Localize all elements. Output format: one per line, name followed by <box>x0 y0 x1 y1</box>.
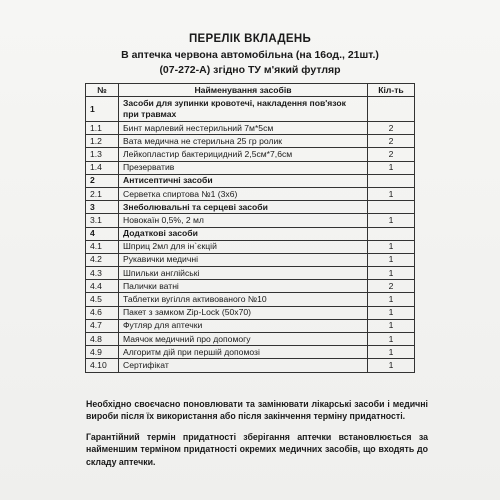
row-quantity-cell: 1 <box>368 333 415 346</box>
row-name-cell: Знеболювальні та серцеві засоби <box>119 201 368 214</box>
table-row <box>86 293 415 306</box>
row-number-cell: 4.9 <box>86 346 119 359</box>
note-paragraph-1: Необхідно своєчасно поновлювати та замінювати лікарські засоби і медичні вироби після їх використання або після закінчення терміну придатності. <box>86 399 428 422</box>
table-header-row <box>86 84 415 97</box>
row-name-cell: Серветка спиртова №1 (3х6) <box>119 187 368 200</box>
row-quantity-cell <box>368 227 415 240</box>
table-section-row <box>86 174 415 187</box>
row-quantity-cell: 1 <box>368 267 415 280</box>
table-row <box>86 122 415 135</box>
row-number-cell: 4.10 <box>86 359 119 372</box>
row-quantity-cell <box>368 201 415 214</box>
table-row <box>86 359 415 372</box>
document-title: ПЕРЕЛІК ВКЛАДЕНЬ <box>188 33 312 45</box>
row-name-cell: Футляр для аптечки <box>119 319 368 332</box>
row-name-cell: Пакет з замком Zip-Lock (50х70) <box>119 306 368 319</box>
row-number-cell: 4.6 <box>86 306 119 319</box>
table-section-row <box>86 227 415 240</box>
row-number-cell: 4.3 <box>86 267 119 280</box>
row-quantity-cell: 1 <box>368 161 415 174</box>
table-body <box>86 97 415 373</box>
row-number-cell: 3 <box>86 201 119 214</box>
row-name-cell: Засоби для зупинки кровотечі, накладення пов'язок при травмах <box>119 97 368 122</box>
row-quantity-cell: 2 <box>368 148 415 161</box>
table-row <box>86 346 415 359</box>
table-section-row <box>86 97 415 122</box>
row-name-cell: Додаткові засоби <box>119 227 368 240</box>
row-number-cell: 2.1 <box>86 187 119 200</box>
row-number-cell: 4 <box>86 227 119 240</box>
row-number-cell: 3.1 <box>86 214 119 227</box>
row-number-cell: 1.3 <box>86 148 119 161</box>
document-subtitle-line2: (07-272-А) згідно ТУ м'який футляр <box>159 64 341 76</box>
row-number-cell: 4.7 <box>86 319 119 332</box>
row-number-cell: 1.2 <box>86 135 119 148</box>
row-name-cell: Палички ватні <box>119 280 368 293</box>
column-header-name: Найменування засобів <box>119 84 368 97</box>
row-number-cell: 4.5 <box>86 293 119 306</box>
document-subtitle-line1: В аптечка червона автомобільна (на 16од., 21шт.) <box>121 49 379 61</box>
row-quantity-cell: 2 <box>368 135 415 148</box>
row-quantity-cell <box>368 174 415 187</box>
table-row <box>86 240 415 253</box>
row-number-cell: 1.1 <box>86 122 119 135</box>
table-row <box>86 319 415 332</box>
column-header-number: № <box>86 84 119 97</box>
row-quantity-cell: 1 <box>368 253 415 266</box>
row-quantity-cell: 2 <box>368 280 415 293</box>
row-quantity-cell: 1 <box>368 306 415 319</box>
row-number-cell: 1.4 <box>86 161 119 174</box>
row-name-cell: Таблетки вугілля активованого №10 <box>119 293 368 306</box>
row-quantity-cell: 1 <box>368 214 415 227</box>
table-row <box>86 333 415 346</box>
table-section-row <box>86 201 415 214</box>
note-paragraph-2: Гарантійний термін придатності зберігання аптечки встановлюється за найменшим терміном придатності окремих медичних засобів, що входять до складу аптечки. <box>86 431 428 467</box>
row-name-cell: Презерватив <box>119 161 368 174</box>
row-number-cell: 2 <box>86 174 119 187</box>
row-number-cell: 1 <box>86 97 119 122</box>
table-row <box>86 306 415 319</box>
row-name-cell: Рукавички медичні <box>119 253 368 266</box>
row-quantity-cell <box>368 97 415 122</box>
table-row <box>86 280 415 293</box>
row-quantity-cell: 1 <box>368 346 415 359</box>
table-row <box>86 253 415 266</box>
row-quantity-cell: 1 <box>368 359 415 372</box>
row-name-cell: Лейкопластир бактерицидний 2,5см*7,6см <box>119 148 368 161</box>
contents-table <box>85 83 415 373</box>
row-quantity-cell: 1 <box>368 187 415 200</box>
table-row <box>86 161 415 174</box>
notes <box>86 398 428 476</box>
row-name-cell: Шпильки англійські <box>119 267 368 280</box>
table-row <box>86 135 415 148</box>
row-name-cell: Маячок медичний про допомогу <box>119 333 368 346</box>
row-quantity-cell: 1 <box>368 240 415 253</box>
table-row <box>86 214 415 227</box>
row-name-cell: Антисептичні засоби <box>119 174 368 187</box>
row-number-cell: 4.4 <box>86 280 119 293</box>
row-quantity-cell: 2 <box>368 122 415 135</box>
row-number-cell: 4.8 <box>86 333 119 346</box>
table-row <box>86 267 415 280</box>
row-name-cell: Бинт марлевий нестерильний 7м*5см <box>119 122 368 135</box>
table-row <box>86 148 415 161</box>
row-quantity-cell: 1 <box>368 293 415 306</box>
row-name-cell: Шприц 2мл для ін`єкцій <box>119 240 368 253</box>
row-name-cell: Алгоритм дій при першій допомозі <box>119 346 368 359</box>
row-name-cell: Вата медична не стерильна 25 гр ролик <box>119 135 368 148</box>
row-name-cell: Сертифікат <box>119 359 368 372</box>
row-name-cell: Новокаїн 0,5%, 2 мл <box>119 214 368 227</box>
row-quantity-cell: 1 <box>368 319 415 332</box>
column-header-quantity: Кіл-ть <box>368 84 415 97</box>
row-number-cell: 4.2 <box>86 253 119 266</box>
table-row <box>86 187 415 200</box>
row-number-cell: 4.1 <box>86 240 119 253</box>
